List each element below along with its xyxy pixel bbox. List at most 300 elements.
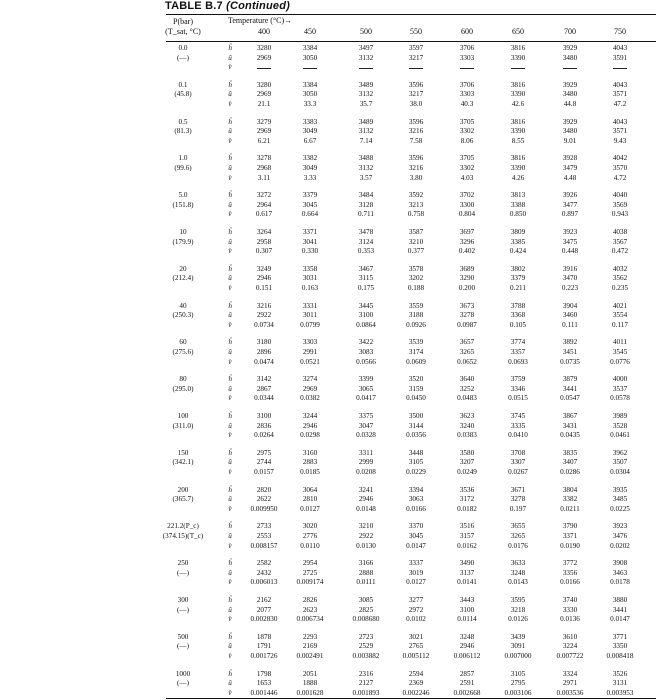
table-cell: 2971	[562, 679, 578, 688]
table-cell: 0.105	[509, 320, 527, 329]
table-cell: 0.0383	[457, 431, 477, 440]
table-cell: 3597	[408, 44, 424, 52]
table-cell: 3278	[510, 495, 526, 504]
table-cell: 3350	[612, 642, 628, 651]
table-cell: 2591	[459, 679, 475, 688]
table-cell: 2896	[256, 348, 272, 356]
table-cell: 3384	[302, 44, 318, 52]
saturation-temp-value: (250.3)	[172, 311, 194, 320]
pressure-value: 5.0	[178, 191, 188, 200]
table-cell: 3390	[510, 90, 526, 99]
property-symbol: ĥ	[228, 338, 232, 347]
table-cell: 3485	[612, 495, 628, 504]
table-cell: 0.007000	[504, 652, 532, 660]
table-cell: 0.0483	[457, 394, 477, 403]
table-cell: 3031	[302, 274, 318, 283]
table-cell: 0.0799	[300, 320, 320, 329]
table-cell: 4038	[612, 228, 628, 236]
table-cell: 0.111	[562, 320, 578, 329]
table-cell: 3689	[459, 264, 475, 273]
table-cell: 3302	[459, 164, 475, 172]
table-cell: 3.33	[303, 173, 317, 182]
table-cell: 3216	[408, 127, 424, 136]
pressure-value: 0.0	[178, 44, 188, 52]
table-cell: 2946	[256, 274, 272, 283]
table-cell: 3213	[408, 200, 424, 209]
table-cell: 3655	[510, 522, 526, 531]
table-cell: 3132	[358, 164, 374, 172]
table-cell: 0.0461	[610, 431, 630, 440]
table-cell: 3157	[459, 532, 475, 540]
table-cell: 0.0566	[356, 357, 376, 366]
table-cell: 2765	[408, 642, 424, 651]
pressure-value: 60	[179, 338, 187, 347]
table-cell: 3708	[510, 448, 526, 457]
pressure-value: 200	[177, 485, 189, 494]
table-cell: 3892	[562, 338, 578, 347]
table-cell: 0.0693	[508, 357, 528, 366]
table-cell: 0.0735	[560, 357, 580, 366]
table-cell: 3592	[408, 191, 424, 200]
table-cell: 3100	[256, 412, 272, 420]
table-cell: 3370	[408, 522, 424, 531]
table-cell: 3166	[358, 559, 374, 568]
table-cell: 3463	[612, 568, 628, 577]
property-symbol: û	[228, 90, 232, 99]
table-cell: 0.0864	[356, 320, 376, 329]
table-cell: 0.330	[301, 247, 319, 256]
table-cell: 0.0178	[610, 578, 630, 587]
property-symbol: v̂	[228, 210, 232, 219]
saturation-temp-value: (179.9)	[172, 237, 194, 246]
table-cell: 3303	[459, 53, 475, 62]
table-cell: 3802	[510, 264, 526, 273]
table-cell: 3240	[459, 421, 475, 430]
table-cell: 3774	[510, 338, 526, 347]
table-cell: 3063	[408, 495, 424, 504]
table-cell: 3929	[562, 44, 578, 52]
table-cell: 3296	[459, 237, 475, 246]
property-symbol: ĥ	[228, 412, 232, 420]
table-cell: 3265	[459, 348, 475, 356]
property-symbol: ĥ	[228, 522, 232, 531]
table-cell: 3484	[358, 191, 374, 200]
table-cell: 0.0114	[457, 615, 477, 624]
table-cell: 0.002668	[453, 688, 481, 697]
table-cell: 3771	[612, 632, 628, 641]
saturation-temp-value: (295.0)	[172, 384, 194, 393]
saturation-temp-value: (99.6)	[174, 164, 192, 172]
table-cell: 3358	[302, 264, 318, 273]
pressure-value: 20	[179, 264, 187, 273]
table-cell: 3441	[612, 605, 628, 614]
table-cell: 3816	[510, 80, 526, 89]
table-cell: 3303	[459, 90, 475, 99]
bottom-rule	[166, 698, 656, 699]
table-cell: 0.005112	[402, 652, 430, 660]
table-cell: 0.002491	[296, 652, 324, 660]
pressure-value: 1000	[175, 669, 191, 678]
table-cell: 3633	[510, 559, 526, 568]
property-symbol: v̂	[228, 578, 232, 587]
saturation-temp-value: (342.1)	[172, 458, 194, 467]
table-cell: 3159	[408, 384, 424, 393]
saturation-temp-value: (—)	[177, 679, 189, 688]
table-cell: 2432	[256, 568, 272, 577]
table-cell: 0.0267	[508, 468, 528, 476]
table-cell: 4.48	[563, 173, 577, 182]
table-cell: 0.0157	[254, 468, 274, 476]
table-cell: 3172	[459, 495, 475, 504]
table-cell: 3356	[562, 568, 578, 577]
table-cell: 4021	[612, 301, 628, 310]
table-cell: 2946	[459, 642, 475, 651]
property-symbol: ĥ	[228, 632, 232, 641]
table-cell: 3324	[562, 669, 578, 678]
table-cell: 0.008157	[250, 541, 278, 550]
table-cell: 0.0225	[610, 504, 630, 513]
table-cell: 4032	[612, 264, 628, 273]
table-cell: 3490	[459, 559, 475, 568]
property-symbol: v̂	[228, 247, 232, 256]
table-cell: 0.0521	[300, 357, 320, 366]
table-cell: 3623	[459, 412, 475, 420]
table-cell: 9.01	[563, 136, 577, 145]
table-cell: 3705	[459, 117, 475, 126]
table-cell: 3596	[408, 117, 424, 126]
table-cell: 3357	[510, 348, 526, 356]
table-cell: 2825	[358, 605, 374, 614]
table-cell: 0.211	[510, 284, 526, 292]
table-cell: 3218	[510, 605, 526, 614]
table-cell: 0.664	[301, 210, 319, 219]
table-cell: 0.0130	[356, 541, 376, 550]
table-cell: 3835	[562, 448, 578, 457]
empty-cell-dash	[303, 68, 317, 69]
table-cell: 0.402	[458, 247, 476, 256]
table-cell: 0.0474	[254, 357, 274, 366]
table-cell: 0.188	[407, 284, 425, 292]
table-cell: 3451	[562, 348, 578, 356]
table-cell: 3290	[459, 274, 475, 283]
table-cell: 3497	[358, 44, 374, 52]
table-cell: 0.804	[458, 210, 476, 219]
table-cell: 6.21	[257, 136, 271, 145]
table-cell: 3578	[408, 264, 424, 273]
table-cell: 2127	[358, 679, 374, 688]
table-cell: 3249	[256, 264, 272, 273]
table-cell: 2888	[358, 568, 374, 577]
table-cell: 0.0202	[610, 541, 630, 550]
table-cell: 0.117	[612, 320, 628, 329]
table-cell: 3132	[358, 127, 374, 136]
table-cell: 3371	[302, 228, 318, 236]
table-cell: 3407	[562, 458, 578, 467]
table-cell: 3.80	[409, 173, 423, 182]
table-cell: 3489	[358, 117, 374, 126]
table-cell: 42.6	[511, 100, 525, 108]
table-cell: 3439	[510, 632, 526, 641]
table-cell: 0.001893	[352, 688, 380, 697]
empty-cell-dash	[359, 68, 373, 69]
table-cell: 3570	[612, 164, 628, 172]
table-cell: 3479	[562, 164, 578, 172]
table-cell: 3047	[358, 421, 374, 430]
table-cell: 7.58	[409, 136, 423, 145]
table-cell: 0.0515	[508, 394, 528, 403]
property-symbol: ĥ	[228, 559, 232, 568]
table-cell: 3011	[302, 311, 318, 320]
property-symbol: v̂	[228, 100, 232, 108]
table-cell: 3706	[459, 44, 475, 52]
table-cell: 0.0776	[610, 357, 630, 366]
saturation-temp-value: (374.15)(T_c)	[162, 532, 204, 540]
table-cell: 0.151	[255, 284, 273, 292]
property-symbol: v̂	[228, 688, 232, 697]
table-cell: 0.617	[255, 210, 273, 219]
saturation-temp-value: (212.4)	[172, 274, 194, 283]
table-cell: 3431	[562, 421, 578, 430]
table-cell: 3302	[459, 127, 475, 136]
table-cell: 3567	[612, 237, 628, 246]
table-cell: 3478	[358, 228, 374, 236]
empty-cell-dash	[257, 68, 271, 69]
table-cell: 3274	[302, 375, 318, 384]
table-cell: 0.0185	[300, 468, 320, 476]
property-symbol: ĥ	[228, 669, 232, 678]
table-cell: 3399	[358, 375, 374, 384]
table-cell: 3526	[612, 669, 628, 678]
property-symbol: v̂	[228, 357, 232, 366]
table-cell: 2744	[256, 458, 272, 467]
saturation-temp-value: (311.0)	[172, 421, 194, 430]
table-cell: 4043	[612, 80, 628, 89]
table-cell: 2725	[302, 568, 318, 577]
table-cell: 0.001446	[250, 688, 278, 697]
table-cell: 0.003536	[556, 688, 584, 697]
table-cell: 3277	[408, 596, 424, 604]
table-cell: 2795	[510, 679, 526, 688]
table-cell: 3816	[510, 117, 526, 126]
table-cell: 0.002246	[402, 688, 430, 697]
empty-cell-dash	[511, 68, 525, 69]
table-title-label: TABLE B.7	[165, 0, 223, 12]
pressure-value: 221.2(P_c)	[167, 522, 199, 531]
temperature-col-header: 500	[360, 27, 372, 36]
table-cell: 3045	[302, 200, 318, 209]
table-cell: 4043	[612, 117, 628, 126]
table-cell: 3480	[562, 127, 578, 136]
property-symbol: ĥ	[228, 154, 232, 163]
property-symbol: ĥ	[228, 485, 232, 494]
table-cell: 3142	[256, 375, 272, 384]
table-cell: 3935	[612, 485, 628, 494]
table-cell: 3128	[358, 200, 374, 209]
table-cell: 1653	[256, 679, 272, 688]
table-cell: 3131	[612, 679, 628, 688]
table-cell: 3224	[562, 642, 578, 651]
table-cell: 3475	[562, 237, 578, 246]
table-cell: 0.448	[561, 247, 579, 256]
table-cell: 3867	[562, 412, 578, 420]
table-cell: 2162	[256, 596, 272, 604]
table-cell: 2969	[256, 53, 272, 62]
property-symbol: ĥ	[228, 596, 232, 604]
property-symbol: ĥ	[228, 44, 232, 52]
table-cell: 0.002830	[250, 615, 278, 624]
temperature-col-header: 700	[564, 27, 576, 36]
table-cell: 0.0166	[406, 504, 426, 513]
property-symbol: v̂	[228, 173, 232, 182]
table-cell: 3382	[562, 495, 578, 504]
table-cell: 2883	[302, 458, 318, 467]
property-symbol: ĥ	[228, 264, 232, 273]
table-cell: 3217	[408, 90, 424, 99]
table-cell: 0.353	[357, 247, 375, 256]
table-cell: 3050	[302, 53, 318, 62]
table-cell: 0.009174	[296, 578, 324, 587]
table-cell: 3759	[510, 375, 526, 384]
table-cell: 0.0143	[508, 578, 528, 587]
table-cell: 3105	[408, 458, 424, 467]
table-cell: 4043	[612, 44, 628, 52]
table-cell: 0.0190	[560, 541, 580, 550]
table-cell: 3596	[408, 154, 424, 163]
table-cell: 3180	[256, 338, 272, 347]
table-cell: 7.14	[359, 136, 373, 145]
table-cell: 0.758	[407, 210, 425, 219]
table-cell: 6.67	[303, 136, 317, 145]
table-cell: 3388	[510, 200, 526, 209]
table-cell: 3021	[408, 632, 424, 641]
table-cell: 0.0176	[508, 541, 528, 550]
table-cell: 3929	[562, 117, 578, 126]
table-cell: 2723	[358, 632, 374, 641]
table-cell: 3962	[612, 448, 628, 457]
saturation-temp-value: (45.8)	[174, 90, 192, 99]
table-cell: 3500	[408, 412, 424, 420]
saturation-temp-value: (365.7)	[172, 495, 194, 504]
table-cell: 0.0136	[560, 615, 580, 624]
table-cell: 3244	[302, 412, 318, 420]
table-cell: 0.0435	[560, 431, 580, 440]
table-cell: 3382	[302, 154, 318, 163]
table-cell: 3207	[459, 458, 475, 467]
table-cell: 3569	[612, 200, 628, 209]
table-cell: 0.0264	[254, 431, 274, 440]
table-cell: 3132	[358, 53, 374, 62]
table-cell: 3448	[408, 448, 424, 457]
empty-cell-dash	[563, 68, 577, 69]
table-cell: 38.0	[409, 100, 423, 108]
property-symbol: v̂	[228, 63, 232, 72]
table-cell: 3041	[302, 237, 318, 246]
table-cell: 3368	[510, 311, 526, 320]
table-cell: 1791	[256, 642, 272, 651]
table-cell: 0.0211	[560, 504, 580, 513]
table-cell: 0.006013	[250, 578, 278, 587]
table-cell: 4042	[612, 154, 628, 163]
pressure-value: 500	[177, 632, 189, 641]
saturation-temp-header: (T_sat, °C)	[165, 27, 201, 36]
table-cell: 3335	[510, 421, 526, 430]
table-cell: 3477	[562, 200, 578, 209]
table-cell: 0.0734	[254, 320, 274, 329]
table-cell: 0.0987	[457, 320, 477, 329]
temperature-col-header: 650	[512, 27, 524, 36]
table-cell: 3278	[256, 154, 272, 163]
property-symbol: û	[228, 348, 232, 356]
table-cell: 0.0298	[300, 431, 320, 440]
table-cell: 3441	[562, 384, 578, 393]
table-cell: 0.163	[301, 284, 319, 292]
table-cell: 1798	[256, 669, 272, 678]
property-symbol: û	[228, 127, 232, 136]
property-symbol: ĥ	[228, 375, 232, 384]
pressure-header: P(bar)	[173, 17, 193, 26]
table-cell: 3272	[256, 191, 272, 200]
table-cell: 3470	[562, 274, 578, 283]
table-cell: 3160	[302, 448, 318, 457]
table-cell: 3507	[612, 458, 628, 467]
table-cell: 0.0208	[356, 468, 376, 476]
table-cell: 3390	[510, 127, 526, 136]
table-cell: 3445	[358, 301, 374, 310]
table-cell: 3216	[256, 301, 272, 310]
table-cell: 3300	[459, 200, 475, 209]
table-cell: 2969	[256, 90, 272, 99]
table-cell: 0.0127	[406, 578, 426, 587]
table-cell: 0.0148	[356, 504, 376, 513]
table-title	[165, 0, 290, 12]
table-cell: 0.0578	[610, 394, 630, 403]
table-cell: 2964	[256, 200, 272, 209]
table-cell: 2826	[302, 596, 318, 604]
table-cell: 3384	[302, 80, 318, 89]
table-cell: 3697	[459, 228, 475, 236]
table-cell: 0.0249	[457, 468, 477, 476]
table-cell: 2820	[256, 485, 272, 494]
table-cell: 4040	[612, 191, 628, 200]
table-cell: 3307	[510, 458, 526, 467]
table-cell: 0.197	[509, 504, 527, 513]
table-cell: 3.57	[359, 173, 373, 182]
table-cell: 3105	[510, 669, 526, 678]
table-cell: 2810	[302, 495, 318, 504]
table-cell: 3928	[562, 154, 578, 163]
table-cell: 47.2	[613, 100, 627, 108]
table-cell: 3480	[562, 53, 578, 62]
table-cell: 3559	[408, 301, 424, 310]
table-cell: 3809	[510, 228, 526, 236]
table-cell: 2922	[256, 311, 272, 320]
property-symbol: v̂	[228, 652, 232, 660]
table-cell: 3085	[358, 596, 374, 604]
table-cell: 3045	[408, 532, 424, 540]
temperature-col-header: 450	[304, 27, 316, 36]
table-cell: 2867	[256, 384, 272, 393]
table-cell: 3489	[358, 80, 374, 89]
empty-cell-dash	[460, 68, 474, 69]
table-cell: 3144	[408, 421, 424, 430]
table-cell: 0.0229	[406, 468, 426, 476]
table-cell: 3923	[612, 522, 628, 531]
table-cell: 3217	[408, 53, 424, 62]
table-cell: 0.0166	[560, 578, 580, 587]
table-cell: 4011	[612, 338, 628, 347]
pressure-value: 250	[177, 559, 189, 568]
property-symbol: û	[228, 200, 232, 209]
